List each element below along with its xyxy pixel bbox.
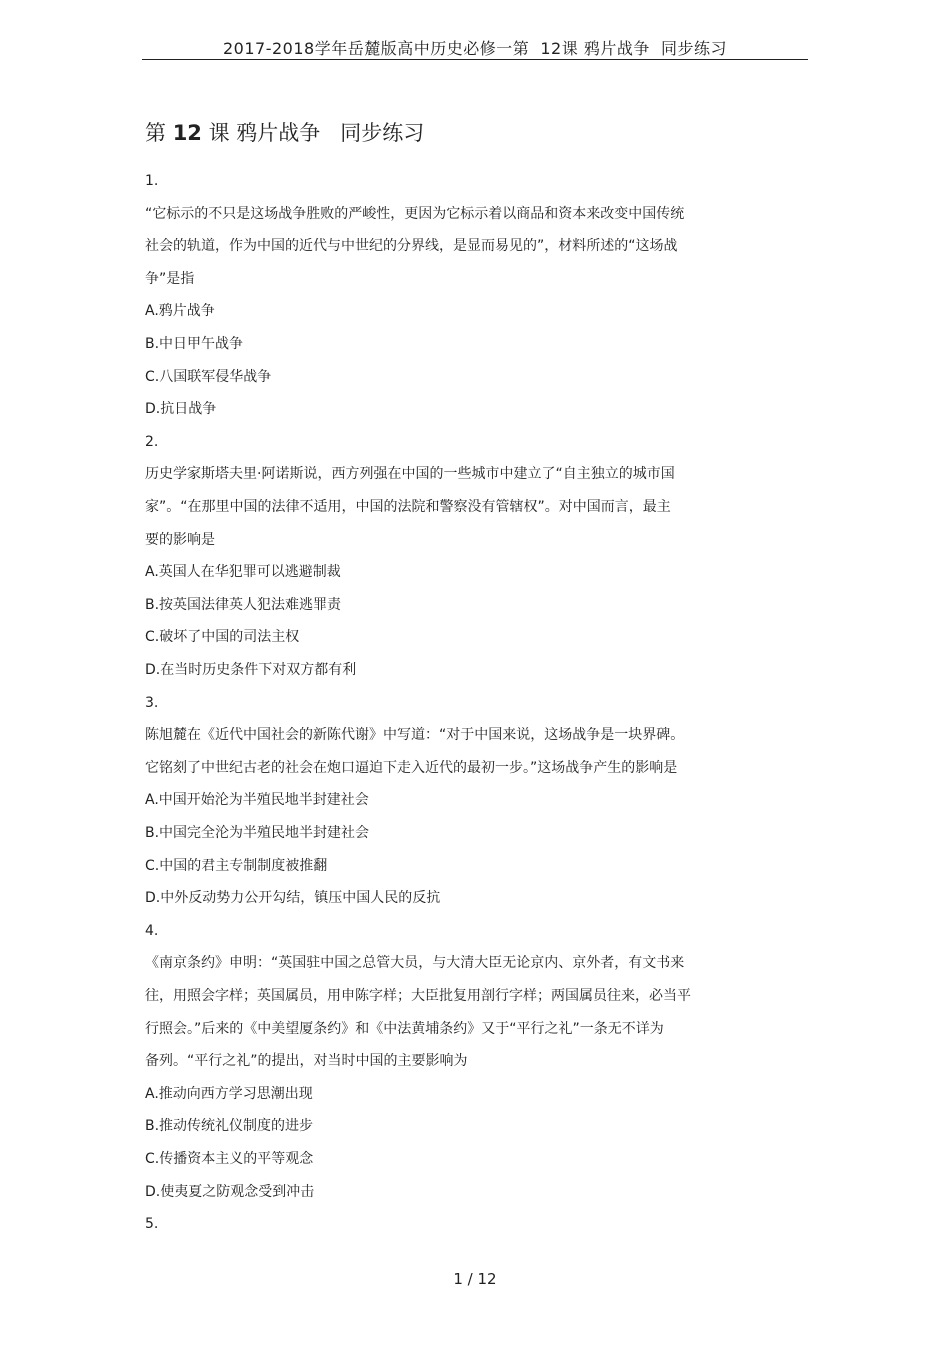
answer-option: B.中国完全沦为半殖民地半封建社会 [145, 825, 370, 841]
question-stem-line: 备列。“平行之礼”的提出，对当时中国的主要影响为 [145, 1053, 468, 1069]
question-stem-line: “它标示的不只是这场战争胜败的严峻性，更因为它标示着以商品和资本来改变中国传统 [145, 206, 685, 222]
question-stem-line: 要的影响是 [145, 532, 215, 548]
answer-option: C.八国联军侵华战争 [145, 369, 272, 385]
question-stem-line: 陈旭麓在《近代中国社会的新陈代谢》中写道：“对于中国来说，这场战争是一块界碑。 [145, 727, 685, 743]
document-title [145, 117, 424, 147]
answer-option: D.抗日战争 [145, 401, 217, 417]
answer-option: D.在当时历史条件下对双方都有利 [145, 662, 357, 678]
question-stem-line: 它铭刻了中世纪古老的社会在炮口逼迫下走入近代的最初一步。”这场战争产生的影响是 [145, 760, 678, 776]
answer-option: B.中日甲午战争 [145, 336, 244, 352]
question-stem-line: 《南京条约》申明：“英国驻中国之总管大员，与大清大臣无论京内、京外者，有文书来 [145, 955, 685, 971]
running-header: 2017-2018学年岳麓版高中历史必修一第 12课 鸦片战争 同步练习 [222, 39, 727, 58]
answer-option: D.中外反动势力公开勾结，镇压中国人民的反抗 [145, 890, 441, 906]
answer-option: C.中国的君主专制制度被推翻 [145, 858, 328, 874]
question-number: 3. [145, 695, 159, 711]
answer-option: B.按英国法律英人犯法难逃罪责 [145, 597, 342, 613]
question-stem-line: 历史学家斯塔夫里·阿诺斯说，西方列强在中国的一些城市中建立了“自主独立的城市国 [145, 466, 675, 482]
title-suffix: 课 鸦片战争 同步练习 [201, 121, 425, 145]
question-number: 1. [145, 173, 159, 189]
question-stem-line: 社会的轨道，作为中国的近代与中世纪的分界线，是显而易见的”，材料所述的“这场战 [145, 238, 678, 254]
header-divider [142, 59, 808, 60]
answer-option: A.中国开始沦为半殖民地半封建社会 [145, 792, 369, 808]
question-stem-line: 争”是指 [145, 271, 195, 287]
title-number: 12 [172, 121, 202, 145]
page-indicator: 1 / 12 [453, 1270, 497, 1288]
question-stem-line: 家”。“在那里中国的法律不适用，中国的法院和警察没有管辖权”。对中国而言，最主 [145, 499, 671, 515]
answer-option: B.推动传统礼仪制度的进步 [145, 1118, 314, 1134]
question-number: 2. [145, 434, 159, 450]
question-stem-line: 往，用照会字样；英国属员，用申陈字样；大臣批复用剖行字样；两国属员往来，必当平 [145, 988, 691, 1004]
answer-option: A.鸦片战争 [145, 303, 215, 319]
answer-option: D.使夷夏之防观念受到冲击 [145, 1184, 315, 1200]
question-number: 5. [145, 1216, 159, 1232]
question-stem-line: 行照会。”后来的《中美望厦条约》和《中法黄埔条约》又于“平行之礼”一条无不详为 [145, 1021, 664, 1037]
answer-option: A.英国人在华犯罪可以逃避制裁 [145, 564, 341, 580]
answer-option: C.破坏了中国的司法主权 [145, 629, 300, 645]
answer-option: A.推动向西方学习思潮出现 [145, 1086, 313, 1102]
question-number: 4. [145, 923, 159, 939]
title-prefix: 第 [145, 121, 173, 145]
answer-option: C.传播资本主义的平等观念 [145, 1151, 314, 1167]
